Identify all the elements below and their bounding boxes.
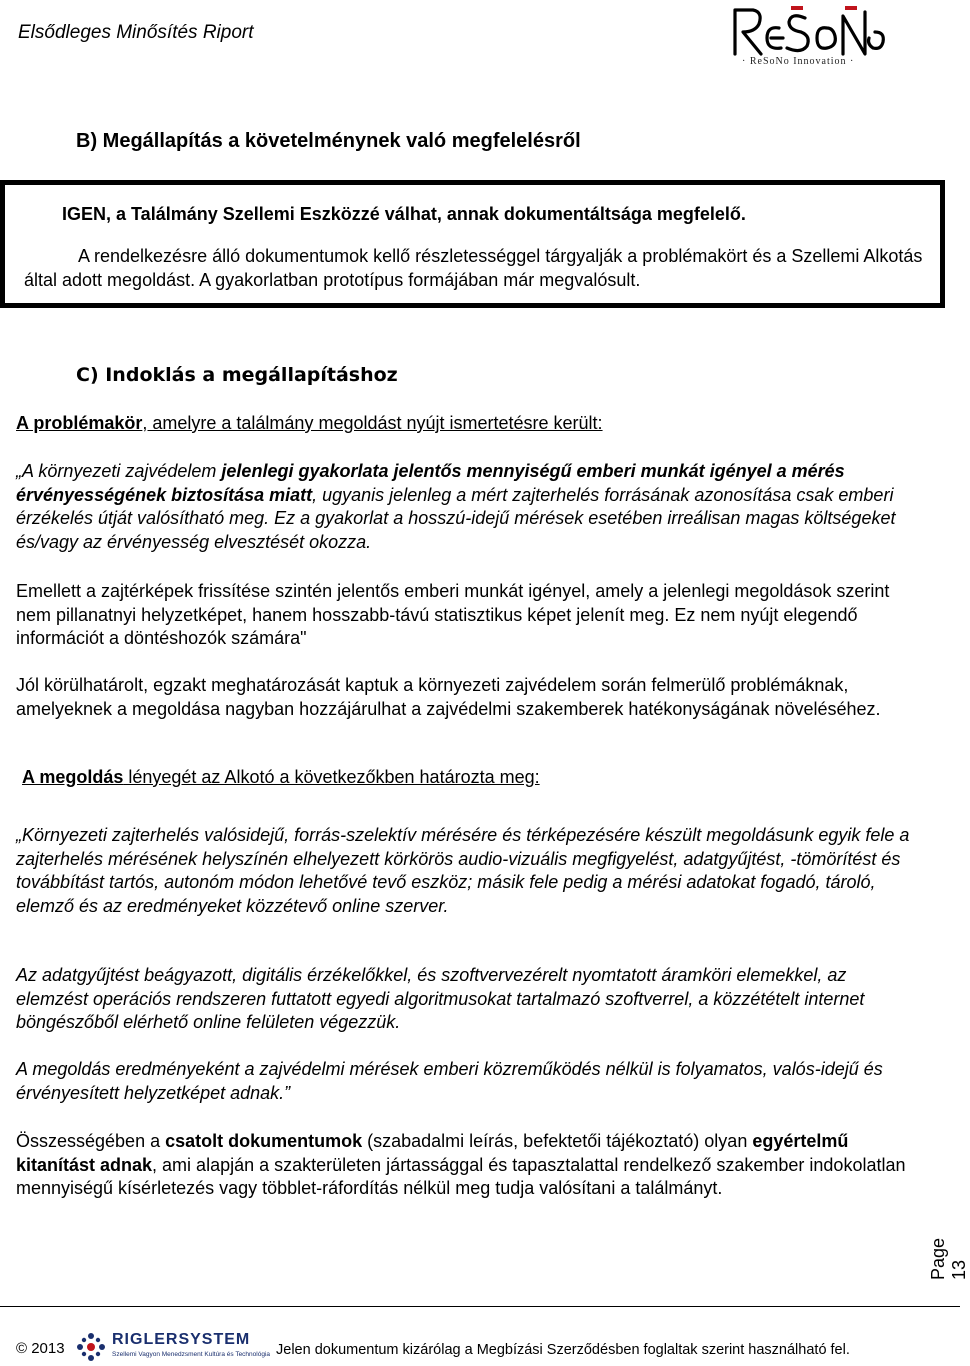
solution-intro	[22, 766, 922, 790]
problem-intro	[16, 412, 916, 436]
result-paragraph: A megoldás eredményeként a zajvédelmi mérések emberi közreműködés nélkül is folyamatos, valós-idejű és érvényesített helyzetképet adnak.”	[16, 1059, 883, 1103]
summary-b: csatolt dokumentumok	[165, 1131, 363, 1151]
riglersystem-name: RIGLERSYSTEM	[112, 1331, 251, 1348]
summary-a: Összességében a	[16, 1131, 166, 1151]
problem-intro-bold: A problémakör	[16, 413, 143, 433]
problem-quote-d: Ez a gyakorlat a hosszú-idejű mérések esetében irreálisan magas költségeket és/vagy az érvényesség elvesztését okozza.	[16, 508, 896, 552]
noise-map-paragraph: Emellett a zajtérképek frissítése szintén jelentős emberi munkát igényel, amely a jelenlegi megoldások szerint nem pillanatnyi helyzetképet, hanem hosszabb-távú statisztikus képet jelenít meg. Ez nem nyújt elegendő információt a döntéshozók számára"	[16, 581, 890, 648]
summary-e: , ami alapján a szakterületen jártassággal és tapasztalattal rendelkező szakember indokolatlan mennyiségű kísérletezés vagy többlet-ráfordítás nélkül meg tudja valósítani a találmányt.	[16, 1154, 906, 1198]
riglersystem-tagline: Szellemi Vagyon Menedzsment Kultúra és Technológia	[112, 1351, 271, 1358]
copyright: © 2013	[16, 1340, 65, 1357]
problem-quote-a: „A környezeti zajvédelem	[16, 461, 222, 481]
problem-quote	[16, 460, 916, 554]
conclusion-text: A rendelkezésre álló dokumentumok kellő részletességgel tárgyalják a problémakört és a Szellemi Alkotás által adott megoldást. A gyakorlatban prototípus formájában már megvalósult.	[24, 246, 923, 290]
summary-c: (szabadalmi leírás, befektetői tájékoztató) olyan	[362, 1131, 753, 1151]
logo-caption: · ReSoNo Innovation ·	[742, 56, 855, 67]
solution-intro-bold: A megoldás	[22, 767, 124, 787]
summary-paragraph	[16, 1130, 916, 1201]
summary-d: egyértelmű kitanítást adnak	[16, 1131, 849, 1175]
conclusion-verdict: IGEN, a Találmány Szellemi Eszközzé válhat, annak dokumentáltsága megfelelő.	[62, 204, 746, 224]
solution-intro-rest: lényegét az Alkotó a következőkben határozta meg:	[123, 767, 540, 787]
problem-intro-rest: , amelyre a találmány megoldást nyújt ismertetésre került:	[142, 413, 603, 433]
footer-divider	[0, 1306, 960, 1307]
report-title: Elsődleges Minősítés Riport	[18, 22, 254, 43]
problem-quote-c: , ugyanis jelenleg a mért zajterhelés forrásának azonosítása csak emberi érzékelés útját valósítható meg.	[16, 484, 894, 528]
riglersystem-emblem	[74, 1330, 108, 1364]
page-number: Page 13	[928, 1237, 969, 1280]
section-c-heading: C) Indoklás a megállapításhoz	[76, 364, 398, 386]
data-collection-paragraph: Az adatgyűjtést beágyazott, digitális érzékelőkkel, és szoftvervezérelt nyomtatott áramköri elemekkel, az elemzést operációs rendszeren futtatott egyedi algoritmusokat tartalmazó szoftverrel, a közzétételt internet böngészőből elérhető online felületen végezzük.	[16, 965, 865, 1032]
usage-notice: Jelen dokumentum kizárólag a Megbízási Szerződésben foglaltak szerint használható fel.	[276, 1342, 850, 1358]
solution-quote: „Környezeti zajterhelés valósidejű, forrás-szelektív mérésére és térképezésére készült megoldásunk egyik fele a zajterhelés mérésének helyszínén elhelyezett körkörös audio-vizuális megfigyelést, adatgyűjtést, -tömörítést és továbbítást tartós, autonóm módon lehetővé tevő eszköz; másik fele pedig a mérési adatokat fogadó, tároló, elemző és az eredményeket közzétevő online szerver.	[16, 825, 910, 916]
assessment-paragraph: Jól körülhatárolt, egzakt meghatározását kaptuk a környezeti zajvédelem során felmerülő problémáknak, amelyeknek a megoldása nagyban hozzájárulhat a zajvédelmi szakemberek hatékonyságának növeléséhez.	[16, 675, 881, 719]
section-b-heading: B) Megállapítás a követelménynek való megfelelésről	[76, 130, 581, 152]
problem-quote-b: jelenlegi gyakorlata jelentős mennyiségű emberi munkát igényel a mérés érvényességének biztosítása miatt	[16, 461, 845, 505]
